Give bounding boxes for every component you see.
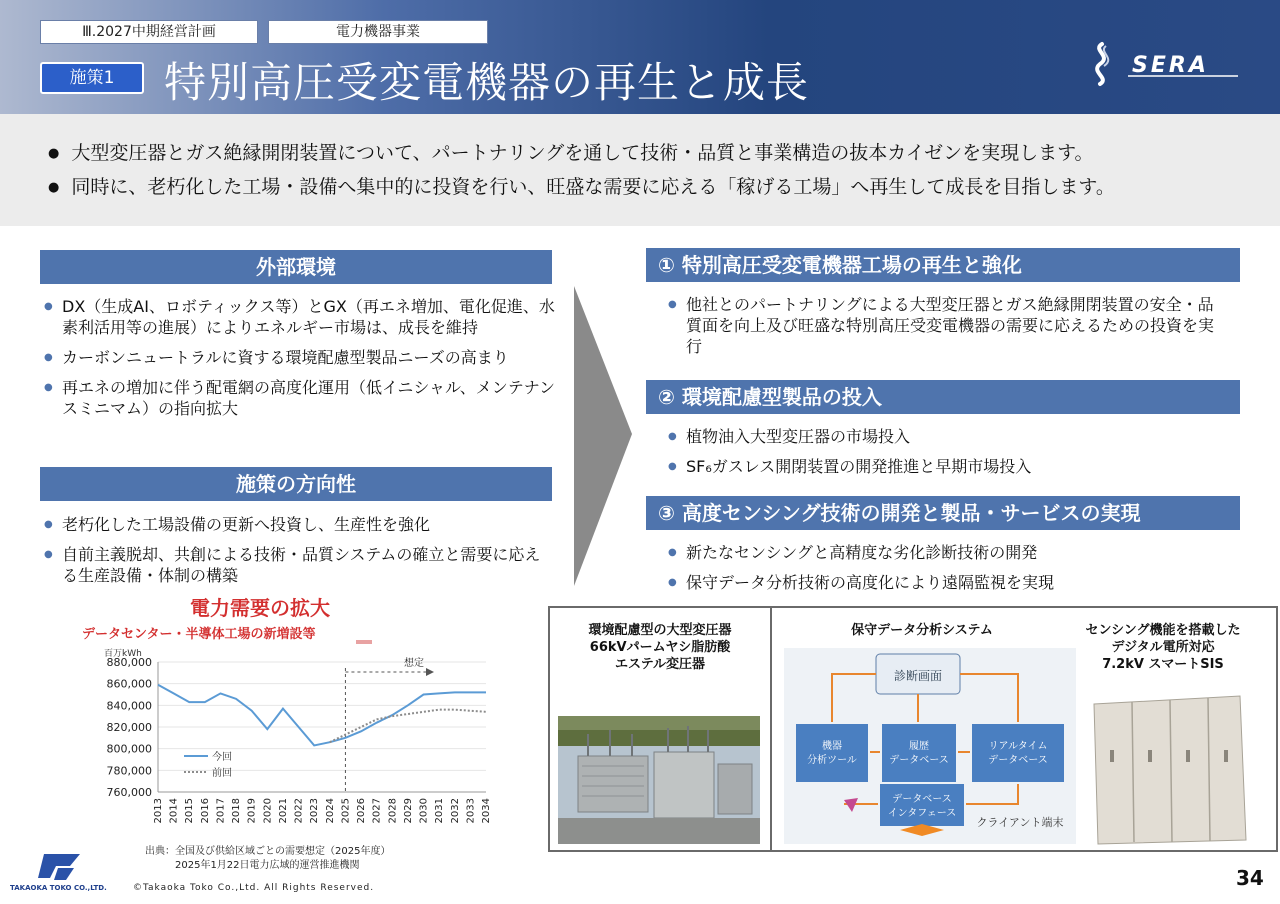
list-item: ● カーボンニュートラルに資する環境配慮型製品ニーズの高まり: [40, 347, 556, 368]
y-tick-label: 840,000: [106, 699, 152, 713]
forecast-arrow-icon: [426, 668, 434, 676]
x-tick-label: 2015: [184, 798, 196, 824]
chart-title: 電力需要の拡大: [190, 596, 330, 620]
svg-text:履歴: 履歴: [909, 741, 929, 752]
y-tick-label: 820,000: [106, 721, 152, 734]
flow-arrow-icon: [574, 286, 634, 606]
summary-item: ● 大型変圧器とガス絶縁開閉装置について、パートナリングを通して技術・品質と事業構造の抜本カイゼンを実現します。: [48, 138, 1094, 165]
svg-text:機器: 機器: [822, 741, 842, 752]
history-db-box: [882, 724, 956, 782]
panel-title: 保守データ分析システム: [851, 623, 993, 638]
page-title: 特別高圧受変電機器の再生と成長: [164, 58, 810, 107]
direction-heading: 施策の方向性: [40, 467, 552, 501]
legend-label: 前回: [212, 768, 232, 779]
x-tick-label: 2028: [387, 798, 399, 824]
forecast-label: 想定: [404, 658, 424, 669]
external-heading: 外部環境: [40, 250, 552, 284]
series-line-2: [330, 710, 486, 743]
list-item: ● 自前主義脱却、共創による技術・品質システムの確立と需要に応える生産設備・体制の構築: [40, 544, 556, 586]
measure-3-list: [664, 542, 1224, 602]
x-tick-label: 2021: [277, 798, 289, 824]
svg-text:データベース: データベース: [988, 755, 1048, 766]
series-line-1: [158, 685, 486, 746]
x-tick-label: 2026: [356, 798, 368, 824]
x-tick-label: 2020: [262, 798, 274, 824]
list-item: ● 他社とのパートナリングによる大型変圧器とガス絶縁開閉装置の安全・品質面を向上及び旺盛な特別高圧受変電機器の需要に応えるための投資を実行: [664, 294, 1224, 357]
y-tick-label: 880,000: [106, 656, 152, 669]
source-line: 2025年1月22日電力広域的運営推進機関: [175, 860, 360, 871]
svg-text:データベース: データベース: [889, 755, 949, 766]
x-tick-label: 2024: [324, 798, 336, 824]
legend-label: 今回: [212, 752, 232, 763]
svg-text:SERA: SERA: [1132, 53, 1209, 78]
y-tick-label: 860,000: [106, 677, 152, 691]
list-item: ● DX（生成AI、ロボティックス等）とGX（再エネ増加、電化促進、水素利活用等の進展）によりエネルギー市場は、成長を維持: [40, 296, 556, 338]
measure-1-heading: ① 特別高圧受変電機器工場の再生と強化: [646, 248, 1240, 282]
svg-text:クライアント端末: クライアント端末: [976, 816, 1064, 829]
measure-2-list: [664, 426, 1224, 486]
list-item: ● 老朽化した工場設備の更新へ投資し、生産性を強化: [40, 514, 556, 535]
transformer-photo: [558, 716, 760, 844]
svg-text:診断画面: 診断画面: [893, 669, 943, 683]
smart-sis-photo: [1090, 690, 1250, 846]
maintenance-panel: [770, 606, 1278, 852]
x-tick-label: 2031: [434, 798, 446, 824]
summary-item: ● 同時に、老朽化した工場・設備へ集中的に投資を行い、旺盛な需要に応える「稼げる工場」へ再生して成長を目指します。: [48, 172, 1115, 199]
measure-2-heading: ② 環境配慮型製品の投入: [646, 380, 1240, 414]
svg-text:TAKAOKA TOKO CO.,LTD.: TAKAOKA TOKO CO.,LTD.: [10, 884, 107, 892]
measure-1-list: [664, 294, 1224, 366]
x-tick-label: 2033: [465, 798, 477, 824]
transformer-panel: [548, 606, 772, 852]
increase-arrow-icon: [348, 640, 380, 644]
page-number: 34: [1236, 866, 1264, 890]
panel-title: 環境配慮型の大型変圧器 66kVパームヤシ脂肪酸 エステル変圧器: [588, 623, 732, 672]
system-diagram: [784, 648, 1076, 844]
realtime-db-box: [972, 724, 1064, 782]
demand-line-chart: [76, 640, 506, 836]
list-item: ● SF₆ガスレス開閉装置の開発推進と早期市場投入: [664, 456, 1224, 477]
x-tick-label: 2018: [231, 798, 243, 824]
external-list: [40, 296, 556, 428]
x-tick-label: 2014: [168, 798, 180, 824]
x-tick-label: 2013: [153, 798, 164, 824]
x-tick-label: 2017: [215, 798, 227, 824]
x-tick-label: 2023: [309, 798, 321, 824]
x-tick-label: 2034: [481, 798, 492, 824]
y-tick-label: 780,000: [106, 764, 152, 778]
list-item: ● 再エネの増加に伴う配電網の高度化運用（低イニシャル、メンテナンスミニマム）の指向拡大: [40, 377, 556, 419]
x-tick-label: 2016: [199, 798, 211, 824]
copyright: ©Takaoka Toko Co.,Ltd. All Rights Reserved.: [133, 883, 375, 893]
x-tick-label: 2022: [293, 798, 305, 824]
direction-list: [40, 514, 556, 595]
x-tick-label: 2029: [402, 798, 414, 824]
measure-3-heading: ③ 高度センシング技術の開発と製品・サービスの実現: [646, 496, 1240, 530]
x-tick-label: 2019: [246, 798, 258, 824]
y-axis-unit: 百万kWh: [104, 649, 142, 659]
chart-source: [145, 845, 390, 873]
header-banner: [0, 0, 1280, 114]
y-tick-label: 800,000: [106, 742, 152, 756]
svg-text:分析ツール: 分析ツール: [807, 755, 857, 766]
summary-band: [0, 114, 1280, 226]
measure-badge: 施策1: [40, 62, 144, 94]
list-item: ● 植物油入大型変圧器の市場投入: [664, 426, 1224, 447]
source-line: 出典：全国及び供給区域ごとの需要想定（2025年度）: [145, 846, 391, 857]
plan-tag: Ⅲ.2027中期経営計画: [40, 20, 258, 44]
panel-title: センシング機能を搭載した デジタル電所対応 7.2kV スマートSIS: [1085, 623, 1241, 672]
tool-box: [796, 724, 868, 782]
y-tick-label: 760,000: [106, 786, 152, 799]
business-tag: 電力機器事業: [268, 20, 488, 44]
x-tick-label: 2030: [418, 798, 430, 824]
x-tick-label: 2032: [449, 798, 461, 824]
x-tick-label: 2027: [371, 798, 383, 824]
list-item: ● 保守データ分析技術の高度化により遠隔監視を実現: [664, 572, 1224, 593]
svg-text:データベース: データベース: [892, 794, 952, 805]
list-item: ● 新たなセンシングと高精度な劣化診断技術の開発: [664, 542, 1224, 563]
svg-text:インタフェース: インタフェース: [887, 808, 957, 819]
x-tick-label: 2025: [340, 798, 352, 824]
chart-subtitle: データセンター・半導体工場の新増設等: [82, 627, 316, 642]
company-logo: [10, 852, 120, 894]
svg-text:リアルタイム: リアルタイム: [988, 741, 1048, 752]
interface-box: [880, 784, 964, 826]
sera-logo: [1088, 38, 1248, 88]
